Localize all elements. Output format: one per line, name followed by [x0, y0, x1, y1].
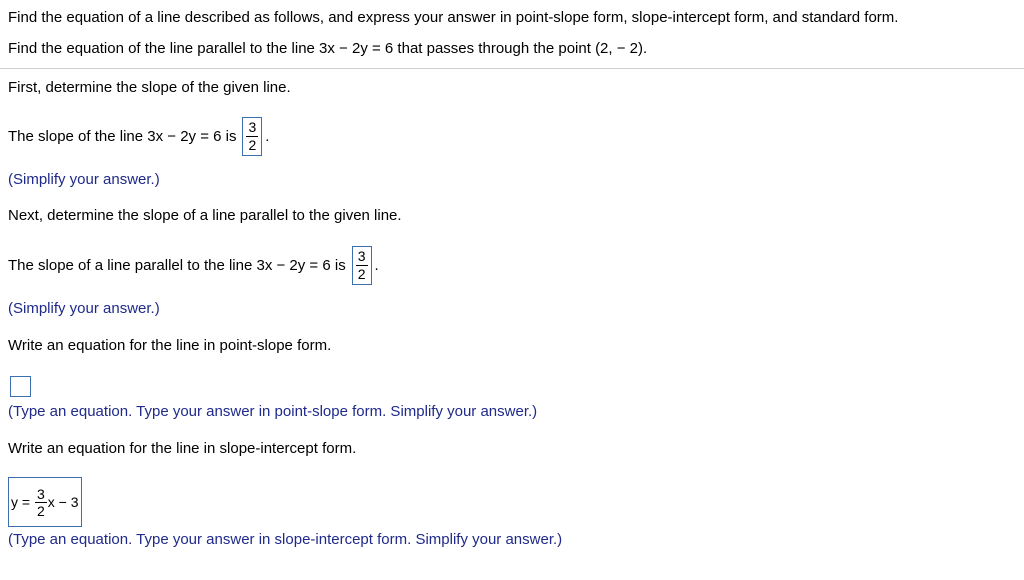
- point-slope-answer-input[interactable]: [10, 376, 31, 397]
- step2-prompt: Next, determine the slope of a line parallel to the given line.: [8, 207, 402, 224]
- equation-fraction: [35, 487, 47, 518]
- slope-given-row: [8, 117, 269, 156]
- fraction-numerator: 3: [248, 119, 257, 135]
- slope-parallel-fraction: [356, 249, 368, 282]
- slope-intercept-answer-box[interactable]: [8, 477, 82, 527]
- problem-statement: Find the equation of the line parallel to the line 3x − 2y = 6 that passes through the point (2, − 2).: [8, 40, 648, 57]
- hint-simplify-2: (Simplify your answer.): [8, 300, 160, 317]
- fraction-denominator: 2: [357, 266, 366, 282]
- slope-parallel-answer-box[interactable]: [352, 246, 372, 285]
- instruction-text: Find the equation of a line described as follows, and express your answer in point-slope form, slope-intercept form, and standard form.: [8, 9, 899, 26]
- slope-parallel-label: The slope of a line parallel to the line 3x − 2y = 6 is: [8, 257, 346, 274]
- fraction-numerator: 3: [357, 248, 366, 264]
- sentence-end: .: [374, 257, 379, 274]
- hint-point-slope: (Type an equation. Type your answer in point-slope form. Simplify your answer.): [8, 403, 538, 420]
- equation-suffix: x − 3: [47, 494, 79, 510]
- step4-prompt: Write an equation for the line in slope-intercept form.: [8, 440, 357, 457]
- equation-prefix: y =: [11, 494, 34, 510]
- fraction-numerator: 3: [36, 485, 45, 502]
- slope-given-label: The slope of the line 3x − 2y = 6 is: [8, 128, 237, 145]
- hint-simplify-1: (Simplify your answer.): [8, 171, 160, 188]
- sentence-end: .: [265, 128, 270, 145]
- step1-prompt: First, determine the slope of the given line.: [8, 79, 291, 96]
- slope-given-fraction: [246, 120, 258, 153]
- divider: [0, 68, 1024, 69]
- step3-prompt: Write an equation for the line in point-slope form.: [8, 337, 332, 354]
- slope-given-answer-box[interactable]: [242, 117, 262, 156]
- hint-slope-intercept: (Type an equation. Type your answer in slope-intercept form. Simplify your answer.): [8, 531, 563, 548]
- slope-parallel-row: [8, 246, 379, 285]
- fraction-denominator: 2: [36, 502, 45, 519]
- fraction-denominator: 2: [248, 137, 257, 153]
